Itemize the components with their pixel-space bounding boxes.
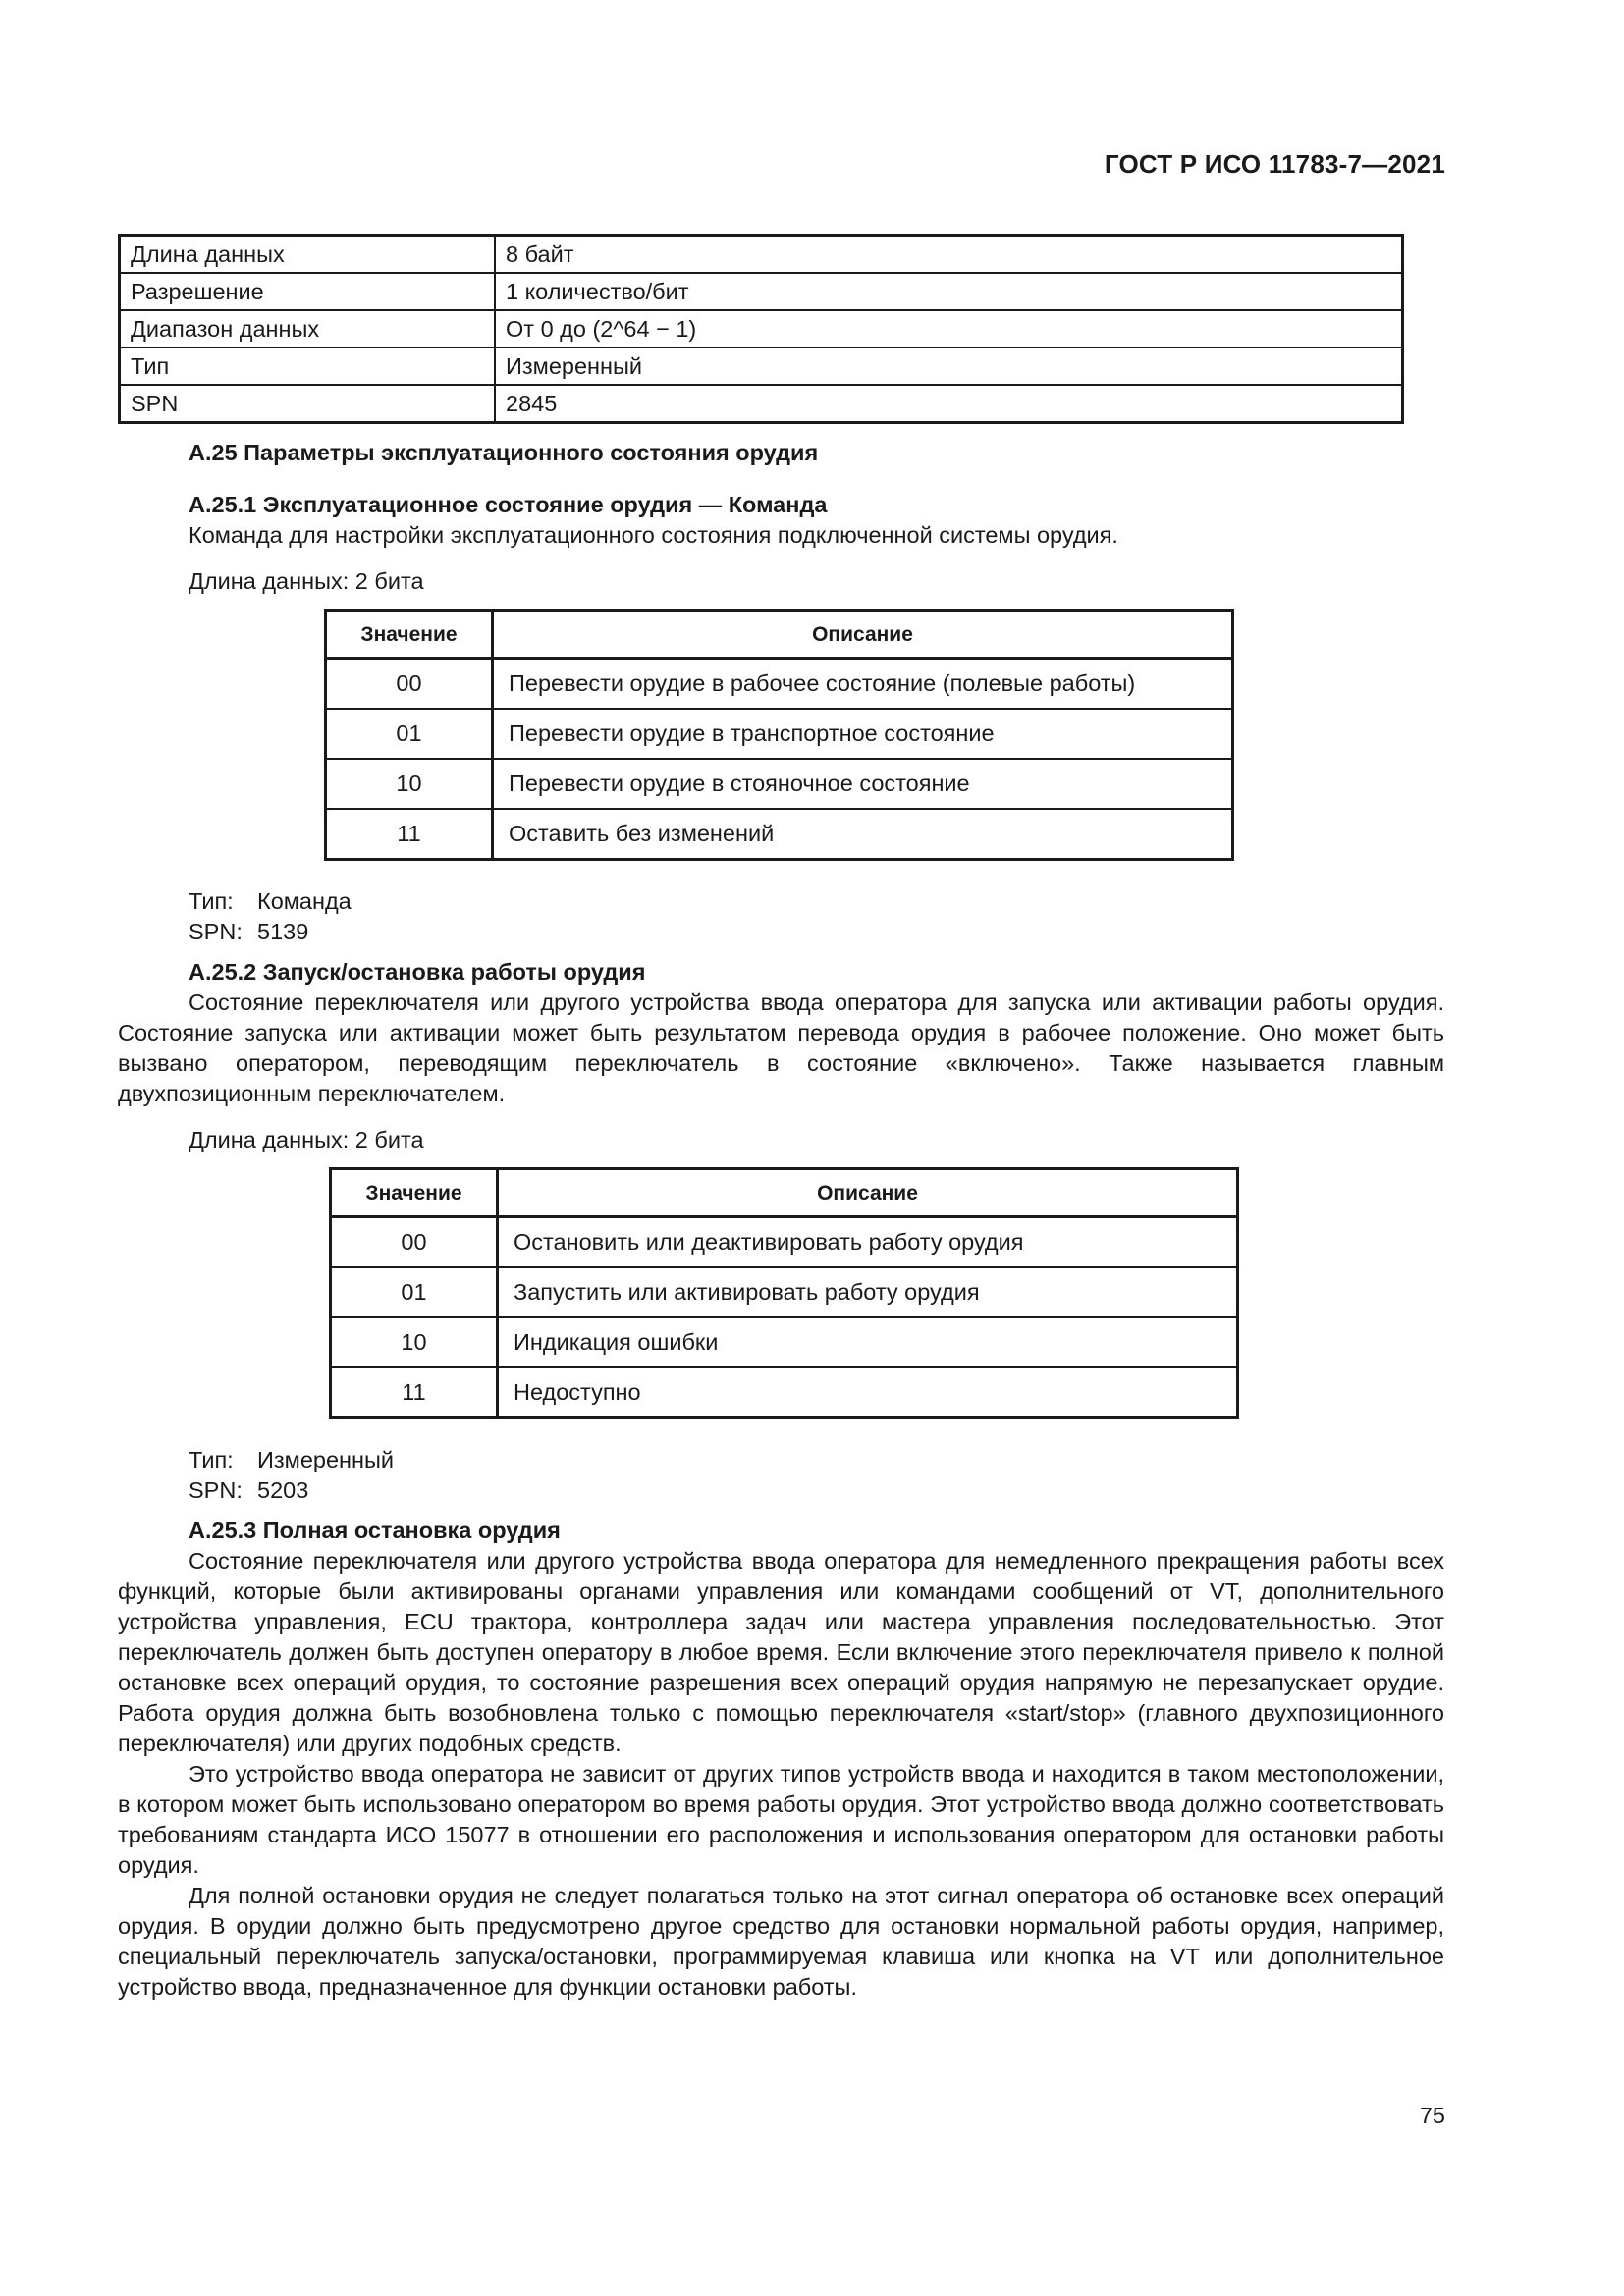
spec-label: Диапазон данных	[120, 310, 496, 347]
column-header-value: Значение	[331, 1169, 498, 1217]
table-row	[326, 759, 1233, 809]
cell-description: Перевести орудие в транспортное состояние	[493, 709, 1233, 759]
section-a252-spn	[189, 1475, 1444, 1506]
column-header-value: Значение	[326, 611, 493, 659]
section-a253-paragraph-3: Для полной остановки орудия не следует полагаться только на этот сигнал оператора об остановке всех операций орудия. В орудии должно быть предусмотрено другое средство для остановки нормальной работы орудия, например, специальный переключатель запуска/остановки, программируемая клавиша или кнопка на VT или дополнительное устройство ввода, предназначенное для функции остановки работы.	[118, 1883, 1444, 2000]
table-row	[120, 273, 1403, 310]
spn-label: SPN:	[189, 1477, 243, 1503]
table-header-row	[331, 1169, 1238, 1217]
cell-value: 10	[331, 1317, 498, 1367]
section-a252-title: А.25.2 Запуск/остановка работы орудия	[189, 959, 646, 985]
section-a252-data-length: Длина данных: 2 бита	[189, 1127, 424, 1152]
spec-label: Тип	[120, 347, 496, 385]
spec-value: Измеренный	[495, 347, 1403, 385]
table-row	[331, 1367, 1238, 1418]
spec-value: 8 байт	[495, 236, 1403, 274]
section-a253-title: А.25.3 Полная остановка орудия	[189, 1518, 561, 1543]
table-row	[331, 1267, 1238, 1317]
table-row	[326, 659, 1233, 710]
type-label: Тип:	[189, 888, 234, 914]
section-a251-description: Команда для настройки эксплуатационного состояния подключенной системы орудия.	[189, 522, 1118, 548]
page-content	[118, 234, 1444, 2002]
spn-value: 5203	[257, 1477, 309, 1503]
values-table-a251	[324, 609, 1234, 861]
table-row	[331, 1217, 1238, 1268]
table-row	[120, 310, 1403, 347]
cell-description: Остановить или деактивировать работу орудия	[498, 1217, 1238, 1268]
section-a253-paragraph-1: Состояние переключателя или другого устройства ввода оператора для немедленного прекращения работы всех функций, которые были активированы органами управления или командами сообщений от VT, дополнительного устройства управления, ECU трактора, контроллера задач или мастера управления последовательностью. Этот переключатель должен быть доступен оператору в любое время. Если включение этого переключателя привело к полной остановке всех операций орудия, то состояние разрешения всех операций орудия напрямую не перезапускает орудие. Работа орудия должна быть возобновлена только с помощью переключателя «start/stop» (главного двухпозиционного переключателя) или других подобных средств.	[118, 1548, 1444, 1756]
section-a252-paragraph: Состояние переключателя или другого устройства ввода оператора для запуска или активации работы орудия. Состояние запуска или активации может быть результатом перевода орудия в рабочее положение. Оно может быть вызвано оператором, переводящим переключатель в состояние «включено». Также называется главным двухпозиционным переключателем.	[118, 989, 1444, 1106]
table-row	[326, 809, 1233, 860]
cell-value: 11	[326, 809, 493, 860]
table-row	[120, 236, 1403, 274]
page-number: 75	[1419, 2103, 1445, 2128]
spn-value: 5139	[257, 919, 309, 944]
spec-value: От 0 до (2^64 − 1)	[495, 310, 1403, 347]
cell-value: 10	[326, 759, 493, 809]
table-row	[331, 1317, 1238, 1367]
type-value: Измеренный	[257, 1447, 395, 1472]
spec-value: 2845	[495, 385, 1403, 423]
section-a251-title: А.25.1 Эксплуатационное состояние орудия — Команда	[189, 492, 828, 517]
cell-description: Недоступно	[498, 1367, 1238, 1418]
cell-description: Индикация ошибки	[498, 1317, 1238, 1367]
section-a252-type	[189, 1445, 1444, 1475]
table-header-row	[326, 611, 1233, 659]
section-a251-spn	[189, 917, 1444, 947]
spec-label: SPN	[120, 385, 496, 423]
cell-value: 01	[331, 1267, 498, 1317]
cell-description: Запустить или активировать работу орудия	[498, 1267, 1238, 1317]
cell-value: 01	[326, 709, 493, 759]
spec-value: 1 количество/бит	[495, 273, 1403, 310]
cell-description: Перевести орудие в рабочее состояние (полевые работы)	[493, 659, 1233, 710]
column-header-description: Описание	[498, 1169, 1238, 1217]
table-row	[120, 385, 1403, 423]
table-row	[326, 709, 1233, 759]
cell-value: 00	[326, 659, 493, 710]
type-value: Команда	[257, 888, 352, 914]
standard-header: ГОСТ Р ИСО 11783-7—2021	[1104, 149, 1445, 179]
spn-label: SPN:	[189, 919, 243, 944]
section-a251-data-length: Длина данных: 2 бита	[189, 568, 424, 594]
section-a253-paragraph-2: Это устройство ввода оператора не зависит от других типов устройств ввода и находится в таком местоположении, в котором может быть использовано оператором во время работы орудия. Этот устройство ввода должно соответствовать требованиям стандарта ИСО 15077 в отношении его расположения и использования оператором для остановки работы орудия.	[118, 1761, 1444, 1878]
section-a251-type	[189, 886, 1444, 917]
column-header-description: Описание	[493, 611, 1233, 659]
values-table-a252	[329, 1167, 1239, 1419]
cell-value: 00	[331, 1217, 498, 1268]
cell-description: Перевести орудие в стояночное состояние	[493, 759, 1233, 809]
spec-label: Длина данных	[120, 236, 496, 274]
spec-table	[118, 234, 1404, 424]
table-row	[120, 347, 1403, 385]
spec-label: Разрешение	[120, 273, 496, 310]
cell-value: 11	[331, 1367, 498, 1418]
type-label: Тип:	[189, 1447, 234, 1472]
cell-description: Оставить без изменений	[493, 809, 1233, 860]
section-a25-title: А.25 Параметры эксплуатационного состояния орудия	[189, 440, 819, 465]
